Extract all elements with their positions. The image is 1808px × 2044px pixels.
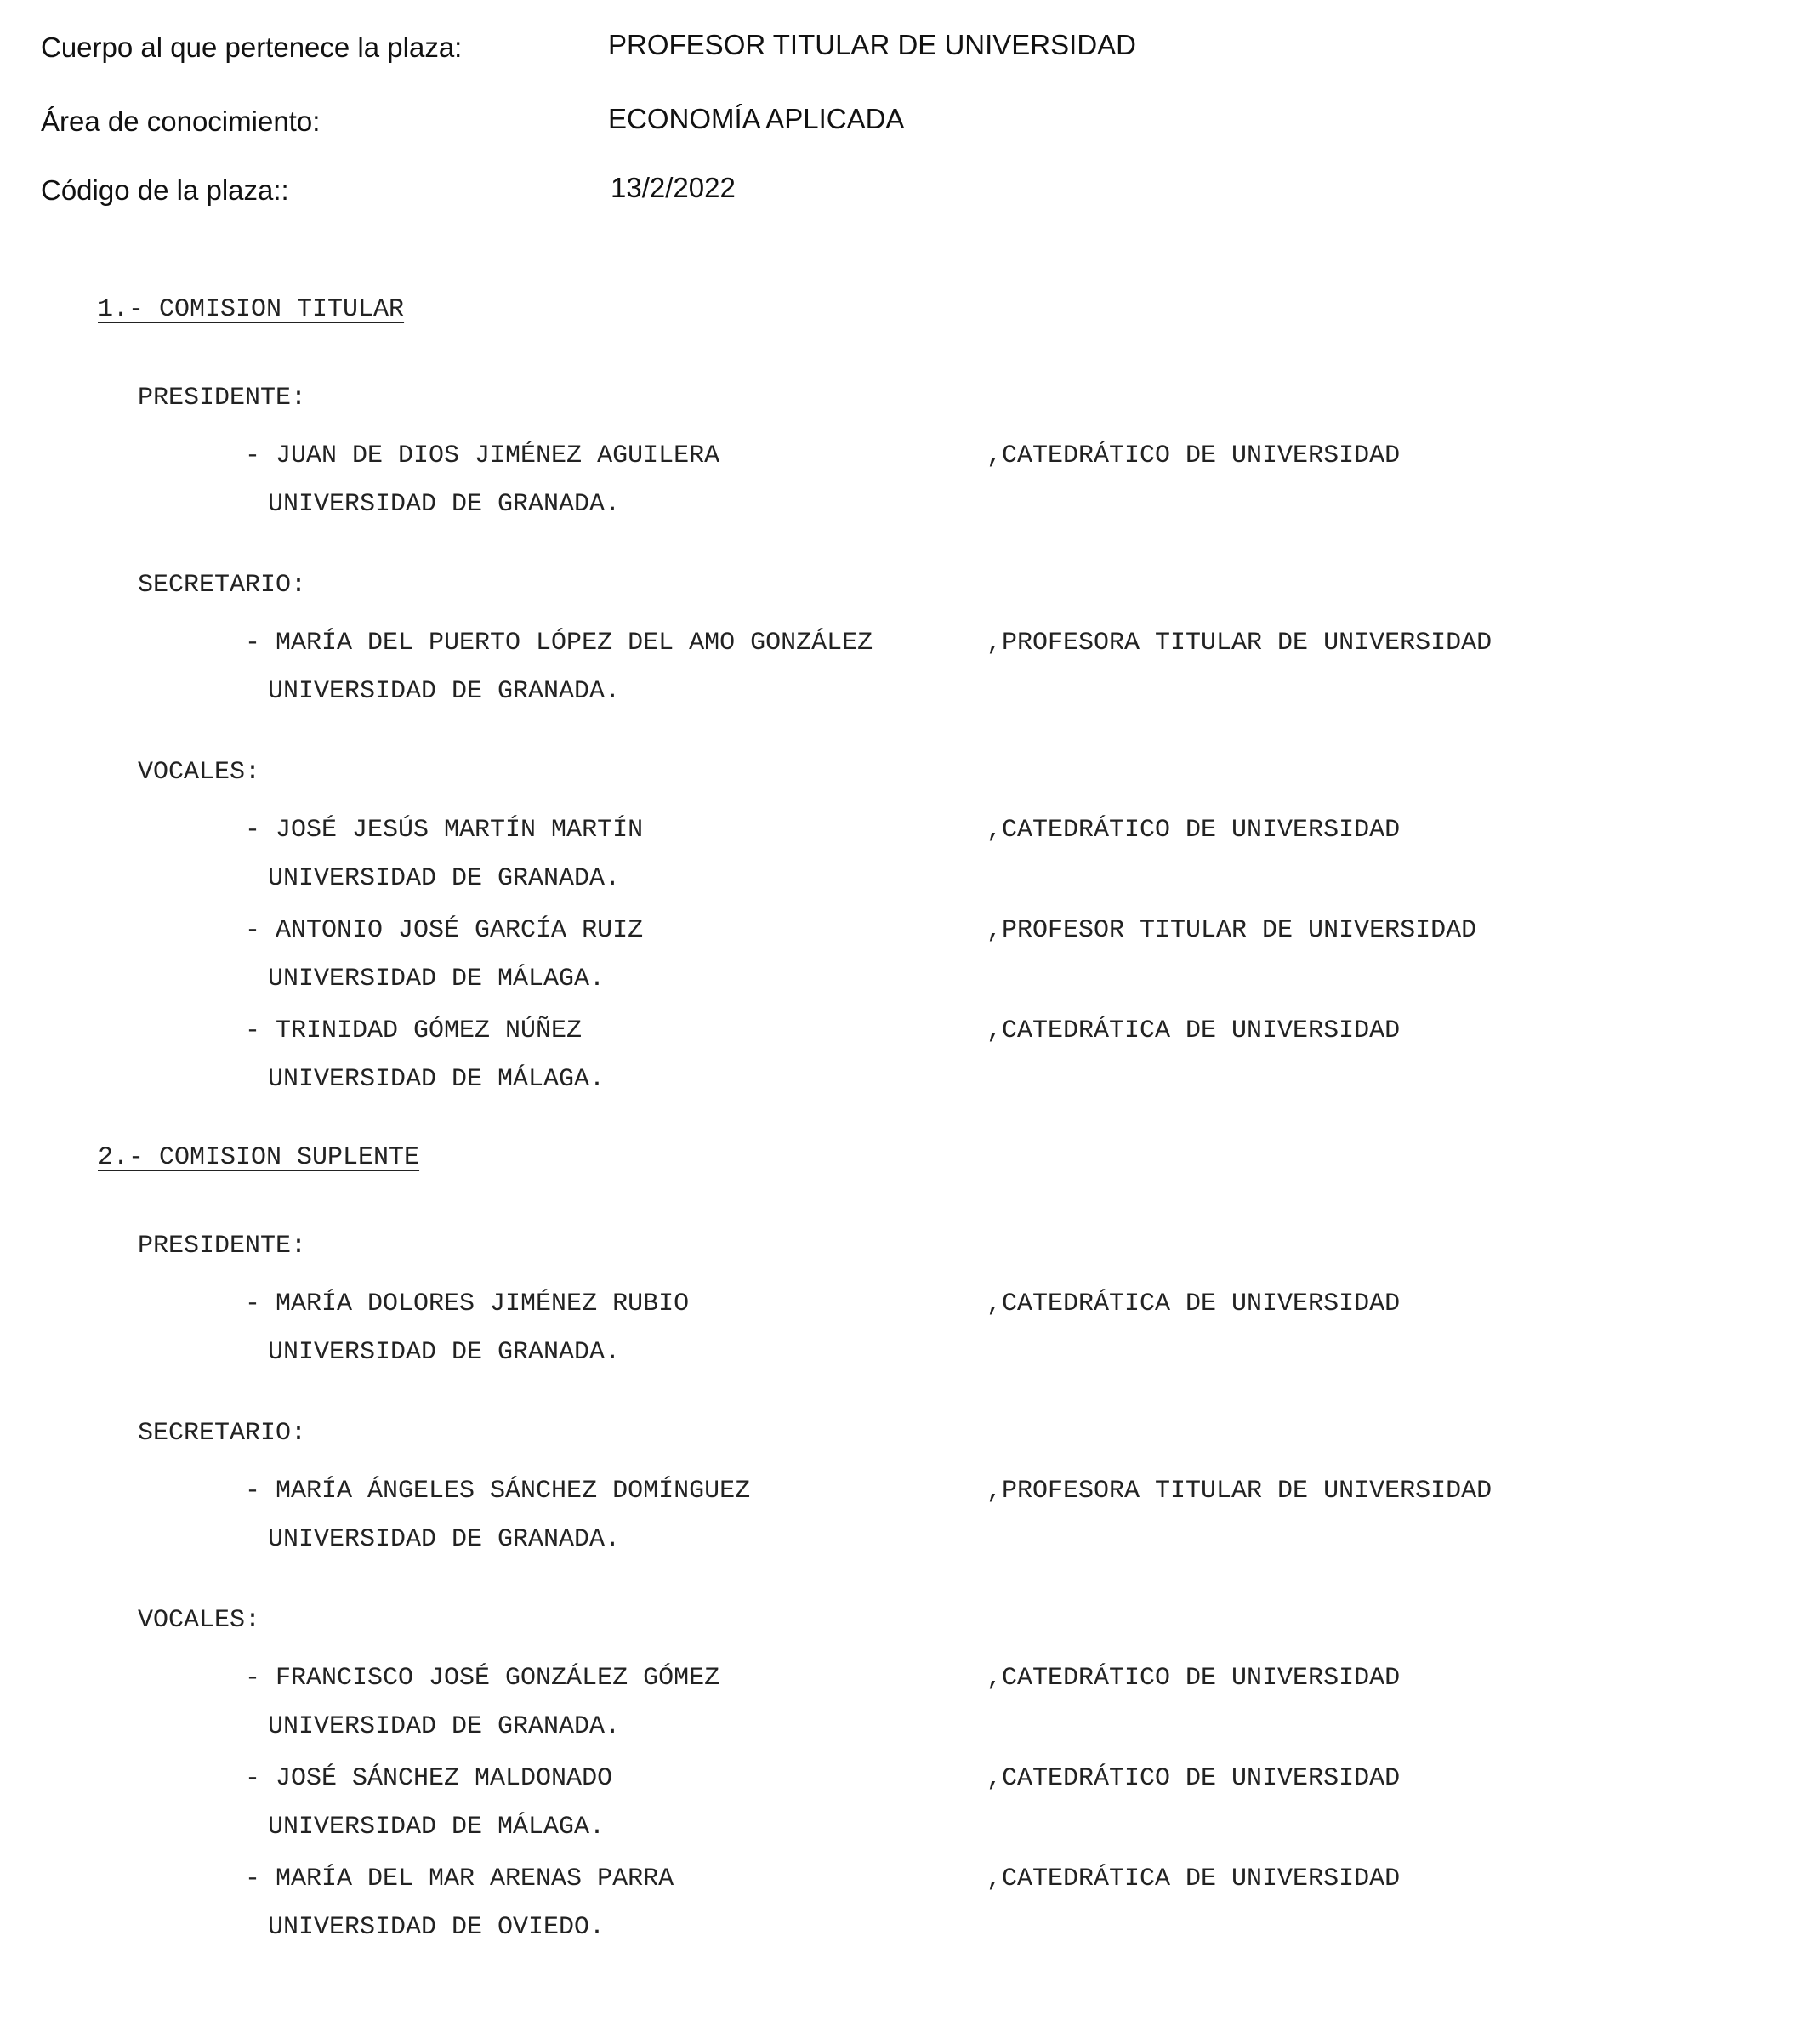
member-university: UNIVERSIDAD DE GRANADA. <box>268 1525 621 1554</box>
member-position: ,CATEDRÁTICA DE UNIVERSIDAD <box>986 1016 1401 1045</box>
section-title-titular: 1.- COMISION TITULAR <box>98 295 405 324</box>
codigo-label: Código de la plaza:: <box>41 174 289 206</box>
member-position: ,CATEDRÁTICO DE UNIVERSIDAD <box>986 441 1401 470</box>
member-position: ,CATEDRÁTICO DE UNIVERSIDAD <box>986 1664 1401 1693</box>
role-label-vocales: VOCALES: <box>138 758 261 787</box>
section-title-suplente: 2.- COMISION SUPLENTE <box>98 1143 420 1172</box>
member-position: ,CATEDRÁTICO DE UNIVERSIDAD <box>986 1764 1401 1793</box>
member-position: ,PROFESORA TITULAR DE UNIVERSIDAD <box>986 629 1492 658</box>
member-position: ,CATEDRÁTICA DE UNIVERSIDAD <box>986 1865 1401 1893</box>
member-name: - MARÍA DEL PUERTO LÓPEZ DEL AMO GONZÁLEZ <box>245 629 873 658</box>
member-university: UNIVERSIDAD DE MÁLAGA. <box>268 1065 606 1094</box>
member-university: UNIVERSIDAD DE GRANADA. <box>268 490 621 519</box>
member-name: - MARÍA DOLORES JIMÉNEZ RUBIO <box>245 1290 690 1318</box>
area-value: ECONOMÍA APLICADA <box>608 103 905 134</box>
member-name: - FRANCISCO JOSÉ GONZÁLEZ GÓMEZ <box>245 1664 720 1693</box>
member-university: UNIVERSIDAD DE GRANADA. <box>268 1338 621 1367</box>
role-label-vocales: VOCALES: <box>138 1606 261 1635</box>
member-name: - JOSÉ JESÚS MARTÍN MARTÍN <box>245 816 644 845</box>
role-label-secretario: SECRETARIO: <box>138 571 307 600</box>
role-label-presidente: PRESIDENTE: <box>138 384 307 413</box>
member-university: UNIVERSIDAD DE GRANADA. <box>268 677 621 706</box>
member-position: ,CATEDRÁTICO DE UNIVERSIDAD <box>986 816 1401 845</box>
member-university: UNIVERSIDAD DE GRANADA. <box>268 1712 621 1741</box>
cuerpo-label: Cuerpo al que pertenece la plaza: <box>41 31 463 63</box>
codigo-value: 13/2/2022 <box>611 172 736 203</box>
role-label-presidente: PRESIDENTE: <box>138 1232 307 1261</box>
member-name: - MARÍA DEL MAR ARENAS PARRA <box>245 1865 674 1893</box>
member-university: UNIVERSIDAD DE MÁLAGA. <box>268 965 606 994</box>
member-position: ,CATEDRÁTICA DE UNIVERSIDAD <box>986 1290 1401 1318</box>
member-name: - ANTONIO JOSÉ GARCÍA RUIZ <box>245 916 644 945</box>
member-name: - JOSÉ SÁNCHEZ MALDONADO <box>245 1764 613 1793</box>
member-university: UNIVERSIDAD DE GRANADA. <box>268 864 621 893</box>
cuerpo-value: PROFESOR TITULAR DE UNIVERSIDAD <box>608 29 1136 60</box>
member-university: UNIVERSIDAD DE OVIEDO. <box>268 1913 606 1942</box>
member-position: ,PROFESOR TITULAR DE UNIVERSIDAD <box>986 916 1477 945</box>
member-name: - MARÍA ÁNGELES SÁNCHEZ DOMÍNGUEZ <box>245 1477 751 1506</box>
member-university: UNIVERSIDAD DE MÁLAGA. <box>268 1813 606 1842</box>
member-name: - JUAN DE DIOS JIMÉNEZ AGUILERA <box>245 441 720 470</box>
role-label-secretario: SECRETARIO: <box>138 1419 307 1448</box>
area-label: Área de conocimiento: <box>41 105 321 137</box>
member-position: ,PROFESORA TITULAR DE UNIVERSIDAD <box>986 1477 1492 1506</box>
member-name: - TRINIDAD GÓMEZ NÚÑEZ <box>245 1016 583 1045</box>
